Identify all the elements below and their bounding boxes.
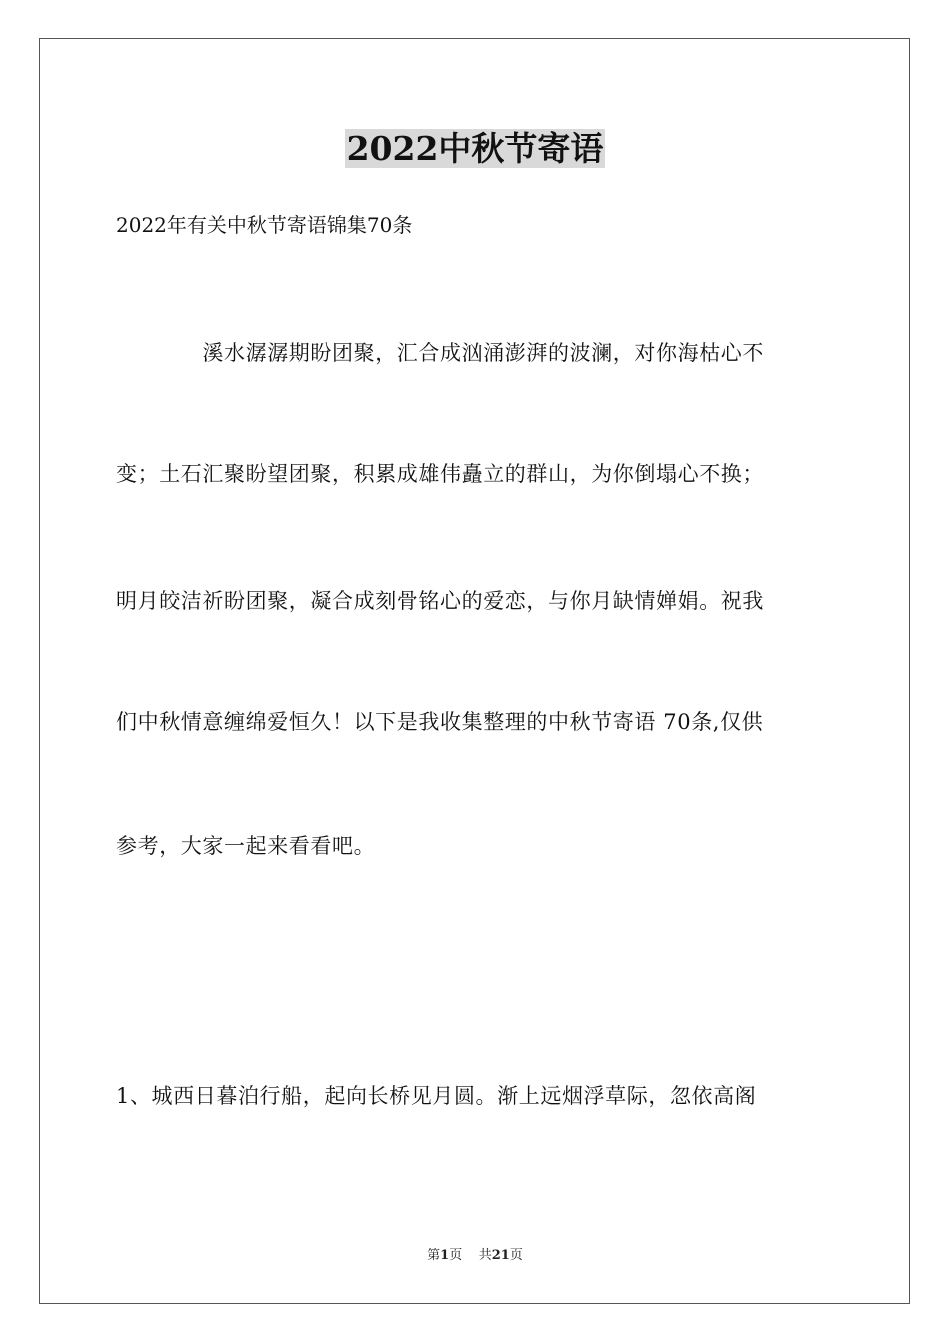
- footer-page-number: 1: [440, 1248, 450, 1263]
- document-title-text: 2022中秋节寄语: [346, 129, 604, 168]
- list-item-line: 1、城西日暮泊行船，起向长桥见月圆。渐上远烟浮草际，忽依高阁: [116, 1084, 757, 1108]
- paragraph-line: 们中秋情意缠绵爱恒久！以下是我收集整理的中秋节寄语 70条,仅供: [116, 710, 764, 734]
- footer-total-suffix: 页: [509, 1248, 523, 1263]
- footer-total-prefix: 共: [478, 1248, 492, 1263]
- footer-total-pages: 21: [491, 1248, 510, 1263]
- paragraph-line: 变；土石汇聚盼望团聚，积累成雄伟矗立的群山，为你倒塌心不换；: [116, 462, 764, 486]
- paragraph-line: 明月皎洁祈盼团聚，凝合成刻骨铭心的爱恋，与你月缺情婵娟。祝我: [116, 589, 764, 613]
- document-title: [0, 126, 950, 172]
- page-footer: [0, 1246, 950, 1266]
- paragraph-line: 溪水潺潺期盼团聚，汇合成汹涌澎湃的波澜，对你海枯心不: [116, 341, 764, 365]
- footer-page-suffix: 页: [449, 1248, 463, 1263]
- document-subtitle: 2022年有关中秋节寄语锦集70条: [116, 213, 413, 237]
- paragraph-line: 参考，大家一起来看看吧。: [116, 834, 376, 858]
- footer-page-prefix: 第: [427, 1248, 441, 1263]
